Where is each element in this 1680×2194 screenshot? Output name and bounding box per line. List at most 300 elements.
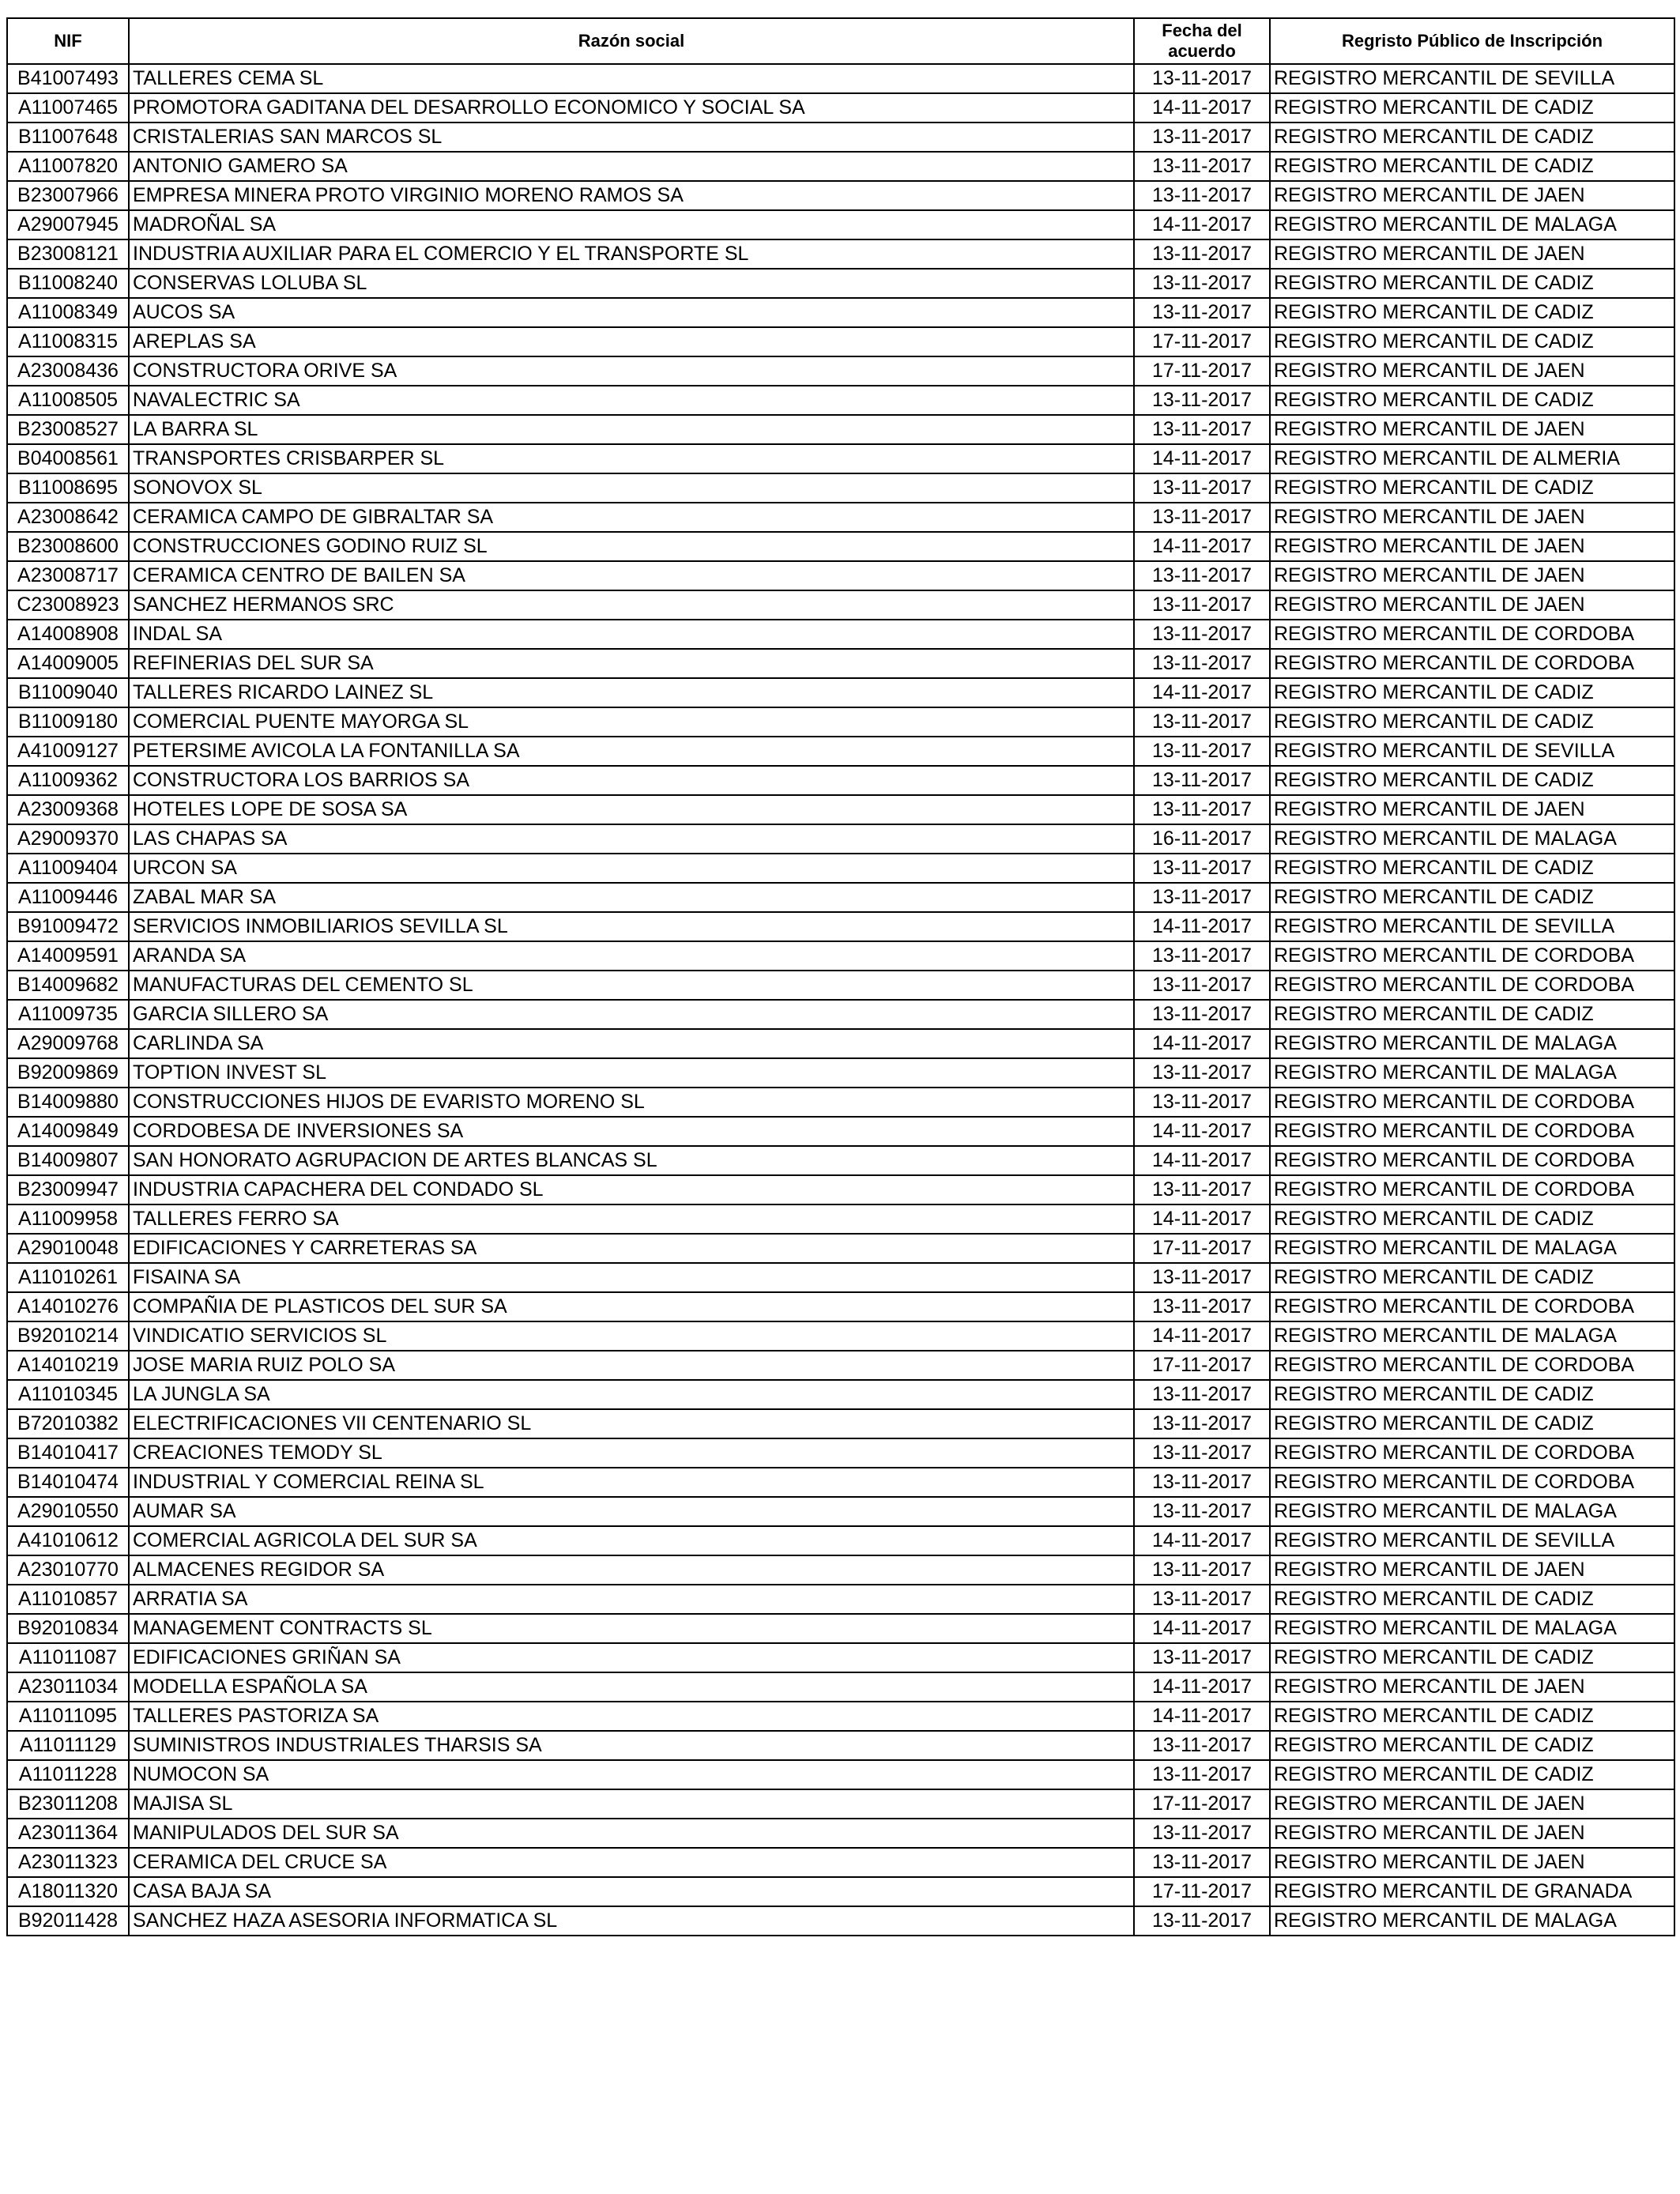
- registry-cell: REGISTRO MERCANTIL DE CADIZ: [1270, 123, 1674, 152]
- nif-cell: B23009947: [7, 1175, 129, 1204]
- name-cell: SERVICIOS INMOBILIARIOS SEVILLA SL: [129, 912, 1134, 941]
- registry-cell: REGISTRO MERCANTIL DE CORDOBA: [1270, 971, 1674, 1000]
- header-nif: NIF: [7, 18, 129, 64]
- nif-cell: A14009849: [7, 1117, 129, 1146]
- name-cell: LA JUNGLA SA: [129, 1380, 1134, 1409]
- name-cell: SONOVOX SL: [129, 473, 1134, 503]
- nif-cell: A23011034: [7, 1672, 129, 1702]
- registry-cell: REGISTRO MERCANTIL DE CORDOBA: [1270, 1146, 1674, 1175]
- nif-cell: A29007945: [7, 210, 129, 239]
- table-row: [7, 1292, 1674, 1321]
- name-cell: TALLERES RICARDO LAINEZ SL: [129, 678, 1134, 707]
- date-cell: 13-11-2017: [1134, 707, 1270, 737]
- nif-cell: B11008240: [7, 269, 129, 298]
- date-cell: 14-11-2017: [1134, 912, 1270, 941]
- table-row: [7, 210, 1674, 239]
- name-cell: CRISTALERIAS SAN MARCOS SL: [129, 123, 1134, 152]
- table-row: [7, 1175, 1674, 1204]
- name-cell: INDAL SA: [129, 620, 1134, 649]
- name-cell: AREPLAS SA: [129, 327, 1134, 356]
- date-cell: 14-11-2017: [1134, 1526, 1270, 1555]
- table-row: [7, 1468, 1674, 1497]
- date-cell: 14-11-2017: [1134, 1672, 1270, 1702]
- name-cell: MADROÑAL SA: [129, 210, 1134, 239]
- date-cell: 14-11-2017: [1134, 1614, 1270, 1643]
- table-row: [7, 941, 1674, 971]
- date-cell: 13-11-2017: [1134, 1175, 1270, 1204]
- table-row: [7, 678, 1674, 707]
- registry-cell: REGISTRO MERCANTIL DE CADIZ: [1270, 1643, 1674, 1672]
- registry-cell: REGISTRO MERCANTIL DE SEVILLA: [1270, 737, 1674, 766]
- registry-cell: REGISTRO MERCANTIL DE MALAGA: [1270, 1321, 1674, 1351]
- name-cell: ANTONIO GAMERO SA: [129, 152, 1134, 181]
- date-cell: 13-11-2017: [1134, 795, 1270, 824]
- nif-cell: B11009180: [7, 707, 129, 737]
- header-row: [7, 18, 1674, 64]
- name-cell: CERAMICA CAMPO DE GIBRALTAR SA: [129, 503, 1134, 532]
- name-cell: INDUSTRIAL Y COMERCIAL REINA SL: [129, 1468, 1134, 1497]
- nif-cell: B14009807: [7, 1146, 129, 1175]
- registry-cell: REGISTRO MERCANTIL DE JAEN: [1270, 561, 1674, 590]
- registry-cell: REGISTRO MERCANTIL DE CADIZ: [1270, 1760, 1674, 1789]
- table-row: [7, 824, 1674, 854]
- registry-cell: REGISTRO MERCANTIL DE CADIZ: [1270, 298, 1674, 327]
- date-cell: 14-11-2017: [1134, 1204, 1270, 1234]
- document-sheet: [6, 17, 1674, 1936]
- table-row: [7, 181, 1674, 210]
- table-row: [7, 1760, 1674, 1789]
- name-cell: SUMINISTROS INDUSTRIALES THARSIS SA: [129, 1731, 1134, 1760]
- registry-cell: REGISTRO MERCANTIL DE MALAGA: [1270, 1029, 1674, 1058]
- date-cell: 17-11-2017: [1134, 1234, 1270, 1263]
- registry-cell: REGISTRO MERCANTIL DE CORDOBA: [1270, 1088, 1674, 1117]
- date-cell: 13-11-2017: [1134, 1000, 1270, 1029]
- table-row: [7, 239, 1674, 269]
- table-row: [7, 1731, 1674, 1760]
- date-cell: 13-11-2017: [1134, 737, 1270, 766]
- nif-cell: B14010474: [7, 1468, 129, 1497]
- nif-cell: A23008436: [7, 356, 129, 386]
- nif-cell: A18011320: [7, 1877, 129, 1906]
- name-cell: PETERSIME AVICOLA LA FONTANILLA SA: [129, 737, 1134, 766]
- date-cell: 17-11-2017: [1134, 1789, 1270, 1819]
- table-row: [7, 1672, 1674, 1702]
- registry-cell: REGISTRO MERCANTIL DE CORDOBA: [1270, 941, 1674, 971]
- name-cell: TALLERES PASTORIZA SA: [129, 1702, 1134, 1731]
- table-row: [7, 1204, 1674, 1234]
- table-row: [7, 269, 1674, 298]
- name-cell: MODELLA ESPAÑOLA SA: [129, 1672, 1134, 1702]
- table-row: [7, 415, 1674, 444]
- name-cell: ARANDA SA: [129, 941, 1134, 971]
- table-row: [7, 795, 1674, 824]
- table-row: [7, 1029, 1674, 1058]
- name-cell: CASA BAJA SA: [129, 1877, 1134, 1906]
- nif-cell: B14010417: [7, 1438, 129, 1468]
- nif-cell: A23011364: [7, 1819, 129, 1848]
- table-row: [7, 1380, 1674, 1409]
- registry-cell: REGISTRO MERCANTIL DE CADIZ: [1270, 766, 1674, 795]
- nif-cell: A29010550: [7, 1497, 129, 1526]
- registry-cell: REGISTRO MERCANTIL DE CADIZ: [1270, 1380, 1674, 1409]
- name-cell: TALLERES CEMA SL: [129, 64, 1134, 93]
- nif-cell: A11011228: [7, 1760, 129, 1789]
- date-cell: 17-11-2017: [1134, 356, 1270, 386]
- date-cell: 14-11-2017: [1134, 1321, 1270, 1351]
- nif-cell: A11011087: [7, 1643, 129, 1672]
- name-cell: ALMACENES REGIDOR SA: [129, 1555, 1134, 1585]
- table-row: [7, 503, 1674, 532]
- name-cell: INDUSTRIA CAPACHERA DEL CONDADO SL: [129, 1175, 1134, 1204]
- nif-cell: A14010276: [7, 1292, 129, 1321]
- date-cell: 13-11-2017: [1134, 971, 1270, 1000]
- table-row: [7, 1351, 1674, 1380]
- name-cell: TALLERES FERRO SA: [129, 1204, 1134, 1234]
- registry-cell: REGISTRO MERCANTIL DE CADIZ: [1270, 883, 1674, 912]
- name-cell: COMERCIAL AGRICOLA DEL SUR SA: [129, 1526, 1134, 1555]
- nif-cell: B04008561: [7, 444, 129, 473]
- registry-cell: REGISTRO MERCANTIL DE JAEN: [1270, 590, 1674, 620]
- name-cell: SAN HONORATO AGRUPACION DE ARTES BLANCAS SL: [129, 1146, 1134, 1175]
- date-cell: 14-11-2017: [1134, 1029, 1270, 1058]
- registry-cell: REGISTRO MERCANTIL DE SEVILLA: [1270, 64, 1674, 93]
- registry-cell: REGISTRO MERCANTIL DE ALMERIA: [1270, 444, 1674, 473]
- date-cell: 13-11-2017: [1134, 386, 1270, 415]
- table-row: [7, 649, 1674, 678]
- date-cell: 13-11-2017: [1134, 1906, 1270, 1936]
- table-row: [7, 327, 1674, 356]
- table-row: [7, 1643, 1674, 1672]
- date-cell: 13-11-2017: [1134, 123, 1270, 152]
- name-cell: NUMOCON SA: [129, 1760, 1134, 1789]
- date-cell: 13-11-2017: [1134, 1848, 1270, 1877]
- registry-cell: REGISTRO MERCANTIL DE JAEN: [1270, 1555, 1674, 1585]
- table-row: [7, 1000, 1674, 1029]
- name-cell: ELECTRIFICACIONES VII CENTENARIO SL: [129, 1409, 1134, 1438]
- name-cell: CONSTRUCTORA LOS BARRIOS SA: [129, 766, 1134, 795]
- name-cell: HOTELES LOPE DE SOSA SA: [129, 795, 1134, 824]
- table-row: [7, 93, 1674, 123]
- nif-cell: A11010261: [7, 1263, 129, 1292]
- table-row: [7, 1263, 1674, 1292]
- registry-cell: REGISTRO MERCANTIL DE CORDOBA: [1270, 1117, 1674, 1146]
- name-cell: COMPAÑIA DE PLASTICOS DEL SUR SA: [129, 1292, 1134, 1321]
- header-name: Razón social: [129, 18, 1134, 64]
- name-cell: INDUSTRIA AUXILIAR PARA EL COMERCIO Y EL TRANSPORTE SL: [129, 239, 1134, 269]
- registry-cell: REGISTRO MERCANTIL DE JAEN: [1270, 532, 1674, 561]
- name-cell: EDIFICACIONES Y CARRETERAS SA: [129, 1234, 1134, 1263]
- nif-cell: A11011129: [7, 1731, 129, 1760]
- date-cell: 13-11-2017: [1134, 1643, 1270, 1672]
- date-cell: 17-11-2017: [1134, 1877, 1270, 1906]
- table-row: [7, 1438, 1674, 1468]
- table-row: [7, 854, 1674, 883]
- registry-cell: REGISTRO MERCANTIL DE MALAGA: [1270, 1234, 1674, 1263]
- registry-cell: REGISTRO MERCANTIL DE CORDOBA: [1270, 1351, 1674, 1380]
- registry-cell: REGISTRO MERCANTIL DE JAEN: [1270, 239, 1674, 269]
- header-date: Fecha del acuerdo: [1134, 18, 1270, 64]
- registry-cell: REGISTRO MERCANTIL DE CORDOBA: [1270, 620, 1674, 649]
- name-cell: COMERCIAL PUENTE MAYORGA SL: [129, 707, 1134, 737]
- table-row: [7, 1321, 1674, 1351]
- registry-cell: REGISTRO MERCANTIL DE CORDOBA: [1270, 1438, 1674, 1468]
- table-row: [7, 473, 1674, 503]
- registry-cell: REGISTRO MERCANTIL DE GRANADA: [1270, 1877, 1674, 1906]
- name-cell: CONSTRUCTORA ORIVE SA: [129, 356, 1134, 386]
- name-cell: PROMOTORA GADITANA DEL DESARROLLO ECONOMICO Y SOCIAL SA: [129, 93, 1134, 123]
- nif-cell: A14009005: [7, 649, 129, 678]
- nif-cell: A23009368: [7, 795, 129, 824]
- nif-cell: B92011428: [7, 1906, 129, 1936]
- nif-cell: A41010612: [7, 1526, 129, 1555]
- registry-cell: REGISTRO MERCANTIL DE SEVILLA: [1270, 1526, 1674, 1555]
- table-row: [7, 1409, 1674, 1438]
- date-cell: 13-11-2017: [1134, 1468, 1270, 1497]
- date-cell: 17-11-2017: [1134, 327, 1270, 356]
- date-cell: 13-11-2017: [1134, 1058, 1270, 1088]
- registry-table: [6, 17, 1675, 1936]
- name-cell: MANIPULADOS DEL SUR SA: [129, 1819, 1134, 1848]
- header-registry: Regristo Público de Inscripción: [1270, 18, 1674, 64]
- table-row: [7, 1848, 1674, 1877]
- name-cell: MANAGEMENT CONTRACTS SL: [129, 1614, 1134, 1643]
- date-cell: 14-11-2017: [1134, 532, 1270, 561]
- registry-cell: REGISTRO MERCANTIL DE CADIZ: [1270, 1731, 1674, 1760]
- nif-cell: B91009472: [7, 912, 129, 941]
- name-cell: CONSTRUCCIONES GODINO RUIZ SL: [129, 532, 1134, 561]
- table-row: [7, 1702, 1674, 1731]
- nif-cell: A23008717: [7, 561, 129, 590]
- registry-cell: REGISTRO MERCANTIL DE MALAGA: [1270, 1497, 1674, 1526]
- name-cell: CERAMICA DEL CRUCE SA: [129, 1848, 1134, 1877]
- registry-cell: REGISTRO MERCANTIL DE CADIZ: [1270, 473, 1674, 503]
- name-cell: CREACIONES TEMODY SL: [129, 1438, 1134, 1468]
- date-cell: 13-11-2017: [1134, 1409, 1270, 1438]
- table-row: [7, 356, 1674, 386]
- registry-cell: REGISTRO MERCANTIL DE CORDOBA: [1270, 649, 1674, 678]
- name-cell: EMPRESA MINERA PROTO VIRGINIO MORENO RAMOS SA: [129, 181, 1134, 210]
- date-cell: 14-11-2017: [1134, 444, 1270, 473]
- nif-cell: A11009735: [7, 1000, 129, 1029]
- table-row: [7, 1526, 1674, 1555]
- table-row: [7, 707, 1674, 737]
- nif-cell: A11008315: [7, 327, 129, 356]
- name-cell: EDIFICACIONES GRIÑAN SA: [129, 1643, 1134, 1672]
- registry-cell: REGISTRO MERCANTIL DE MALAGA: [1270, 1614, 1674, 1643]
- nif-cell: A23010770: [7, 1555, 129, 1585]
- date-cell: 13-11-2017: [1134, 415, 1270, 444]
- registry-cell: REGISTRO MERCANTIL DE CADIZ: [1270, 707, 1674, 737]
- registry-cell: REGISTRO MERCANTIL DE CADIZ: [1270, 327, 1674, 356]
- nif-cell: A11007465: [7, 93, 129, 123]
- registry-cell: REGISTRO MERCANTIL DE MALAGA: [1270, 210, 1674, 239]
- name-cell: SANCHEZ HERMANOS SRC: [129, 590, 1134, 620]
- table-row: [7, 1234, 1674, 1263]
- registry-cell: REGISTRO MERCANTIL DE MALAGA: [1270, 824, 1674, 854]
- date-cell: 14-11-2017: [1134, 210, 1270, 239]
- name-cell: URCON SA: [129, 854, 1134, 883]
- table-row: [7, 152, 1674, 181]
- name-cell: CONSERVAS LOLUBA SL: [129, 269, 1134, 298]
- name-cell: LA BARRA SL: [129, 415, 1134, 444]
- nif-cell: B23007966: [7, 181, 129, 210]
- date-cell: 13-11-2017: [1134, 590, 1270, 620]
- name-cell: AUMAR SA: [129, 1497, 1134, 1526]
- table-row: [7, 620, 1674, 649]
- name-cell: CONSTRUCCIONES HIJOS DE EVARISTO MORENO SL: [129, 1088, 1134, 1117]
- registry-cell: REGISTRO MERCANTIL DE CADIZ: [1270, 1000, 1674, 1029]
- table-row: [7, 590, 1674, 620]
- date-cell: 13-11-2017: [1134, 620, 1270, 649]
- registry-cell: REGISTRO MERCANTIL DE CADIZ: [1270, 1409, 1674, 1438]
- nif-cell: B11007648: [7, 123, 129, 152]
- name-cell: CARLINDA SA: [129, 1029, 1134, 1058]
- table-row: [7, 532, 1674, 561]
- nif-cell: C23008923: [7, 590, 129, 620]
- registry-cell: REGISTRO MERCANTIL DE CORDOBA: [1270, 1468, 1674, 1497]
- date-cell: 14-11-2017: [1134, 1702, 1270, 1731]
- date-cell: 13-11-2017: [1134, 854, 1270, 883]
- name-cell: CERAMICA CENTRO DE BAILEN SA: [129, 561, 1134, 590]
- date-cell: 13-11-2017: [1134, 883, 1270, 912]
- nif-cell: B11009040: [7, 678, 129, 707]
- name-cell: MANUFACTURAS DEL CEMENTO SL: [129, 971, 1134, 1000]
- registry-cell: REGISTRO MERCANTIL DE JAEN: [1270, 795, 1674, 824]
- table-row: [7, 883, 1674, 912]
- date-cell: 13-11-2017: [1134, 1263, 1270, 1292]
- nif-cell: A11010857: [7, 1585, 129, 1614]
- table-row: [7, 444, 1674, 473]
- name-cell: VINDICATIO SERVICIOS SL: [129, 1321, 1134, 1351]
- table-row: [7, 1819, 1674, 1848]
- date-cell: 13-11-2017: [1134, 766, 1270, 795]
- date-cell: 13-11-2017: [1134, 181, 1270, 210]
- nif-cell: A11008505: [7, 386, 129, 415]
- nif-cell: A11007820: [7, 152, 129, 181]
- table-row: [7, 971, 1674, 1000]
- date-cell: 14-11-2017: [1134, 93, 1270, 123]
- registry-cell: REGISTRO MERCANTIL DE CADIZ: [1270, 152, 1674, 181]
- nif-cell: A11011095: [7, 1702, 129, 1731]
- nif-cell: B14009880: [7, 1088, 129, 1117]
- table-row: [7, 1146, 1674, 1175]
- registry-cell: REGISTRO MERCANTIL DE JAEN: [1270, 415, 1674, 444]
- registry-cell: REGISTRO MERCANTIL DE JAEN: [1270, 1848, 1674, 1877]
- nif-cell: A11009362: [7, 766, 129, 795]
- registry-cell: REGISTRO MERCANTIL DE CADIZ: [1270, 386, 1674, 415]
- nif-cell: A14009591: [7, 941, 129, 971]
- nif-cell: B92010214: [7, 1321, 129, 1351]
- registry-cell: REGISTRO MERCANTIL DE JAEN: [1270, 356, 1674, 386]
- nif-cell: A41009127: [7, 737, 129, 766]
- date-cell: 13-11-2017: [1134, 941, 1270, 971]
- registry-cell: REGISTRO MERCANTIL DE JAEN: [1270, 1672, 1674, 1702]
- nif-cell: A14010219: [7, 1351, 129, 1380]
- name-cell: GARCIA SILLERO SA: [129, 1000, 1134, 1029]
- table-row: [7, 386, 1674, 415]
- nif-cell: A14008908: [7, 620, 129, 649]
- date-cell: 13-11-2017: [1134, 152, 1270, 181]
- nif-cell: B23008121: [7, 239, 129, 269]
- table-row: [7, 1585, 1674, 1614]
- date-cell: 13-11-2017: [1134, 1760, 1270, 1789]
- date-cell: 13-11-2017: [1134, 473, 1270, 503]
- date-cell: 13-11-2017: [1134, 239, 1270, 269]
- table-row: [7, 1497, 1674, 1526]
- table-row: [7, 912, 1674, 941]
- table-row: [7, 298, 1674, 327]
- date-cell: 14-11-2017: [1134, 1117, 1270, 1146]
- nif-cell: B14009682: [7, 971, 129, 1000]
- nif-cell: A11009446: [7, 883, 129, 912]
- date-cell: 13-11-2017: [1134, 64, 1270, 93]
- date-cell: 13-11-2017: [1134, 1731, 1270, 1760]
- nif-cell: A11009958: [7, 1204, 129, 1234]
- date-cell: 17-11-2017: [1134, 1351, 1270, 1380]
- date-cell: 13-11-2017: [1134, 1497, 1270, 1526]
- registry-cell: REGISTRO MERCANTIL DE CORDOBA: [1270, 1175, 1674, 1204]
- registry-cell: REGISTRO MERCANTIL DE CADIZ: [1270, 854, 1674, 883]
- table-row: [7, 561, 1674, 590]
- table-row: [7, 1614, 1674, 1643]
- nif-cell: B23008527: [7, 415, 129, 444]
- date-cell: 13-11-2017: [1134, 1380, 1270, 1409]
- name-cell: MAJISA SL: [129, 1789, 1134, 1819]
- table-row: [7, 737, 1674, 766]
- table-row: [7, 1789, 1674, 1819]
- nif-cell: A29009370: [7, 824, 129, 854]
- date-cell: 13-11-2017: [1134, 503, 1270, 532]
- nif-cell: A23008642: [7, 503, 129, 532]
- registry-cell: REGISTRO MERCANTIL DE SEVILLA: [1270, 912, 1674, 941]
- name-cell: JOSE MARIA RUIZ POLO SA: [129, 1351, 1134, 1380]
- registry-cell: REGISTRO MERCANTIL DE MALAGA: [1270, 1906, 1674, 1936]
- nif-cell: A23011323: [7, 1848, 129, 1877]
- nif-cell: B72010382: [7, 1409, 129, 1438]
- date-cell: 13-11-2017: [1134, 1555, 1270, 1585]
- table-row: [7, 1906, 1674, 1936]
- nif-cell: B92010834: [7, 1614, 129, 1643]
- nif-cell: B11008695: [7, 473, 129, 503]
- table-row: [7, 1877, 1674, 1906]
- name-cell: REFINERIAS DEL SUR SA: [129, 649, 1134, 678]
- date-cell: 13-11-2017: [1134, 1585, 1270, 1614]
- name-cell: AUCOS SA: [129, 298, 1134, 327]
- registry-cell: REGISTRO MERCANTIL DE CADIZ: [1270, 1204, 1674, 1234]
- date-cell: 13-11-2017: [1134, 649, 1270, 678]
- date-cell: 13-11-2017: [1134, 298, 1270, 327]
- table-row: [7, 1058, 1674, 1088]
- registry-cell: REGISTRO MERCANTIL DE CADIZ: [1270, 1702, 1674, 1731]
- nif-cell: A29010048: [7, 1234, 129, 1263]
- nif-cell: B41007493: [7, 64, 129, 93]
- table-row: [7, 1555, 1674, 1585]
- date-cell: 14-11-2017: [1134, 678, 1270, 707]
- name-cell: TOPTION INVEST SL: [129, 1058, 1134, 1088]
- table-body: [7, 64, 1674, 1936]
- table-row: [7, 1117, 1674, 1146]
- registry-cell: REGISTRO MERCANTIL DE CORDOBA: [1270, 1292, 1674, 1321]
- nif-cell: B23011208: [7, 1789, 129, 1819]
- name-cell: CORDOBESA DE INVERSIONES SA: [129, 1117, 1134, 1146]
- nif-cell: A11009404: [7, 854, 129, 883]
- date-cell: 14-11-2017: [1134, 1146, 1270, 1175]
- date-cell: 13-11-2017: [1134, 1088, 1270, 1117]
- nif-cell: A11008349: [7, 298, 129, 327]
- name-cell: ARRATIA SA: [129, 1585, 1134, 1614]
- name-cell: SANCHEZ HAZA ASESORIA INFORMATICA SL: [129, 1906, 1134, 1936]
- registry-cell: REGISTRO MERCANTIL DE JAEN: [1270, 1789, 1674, 1819]
